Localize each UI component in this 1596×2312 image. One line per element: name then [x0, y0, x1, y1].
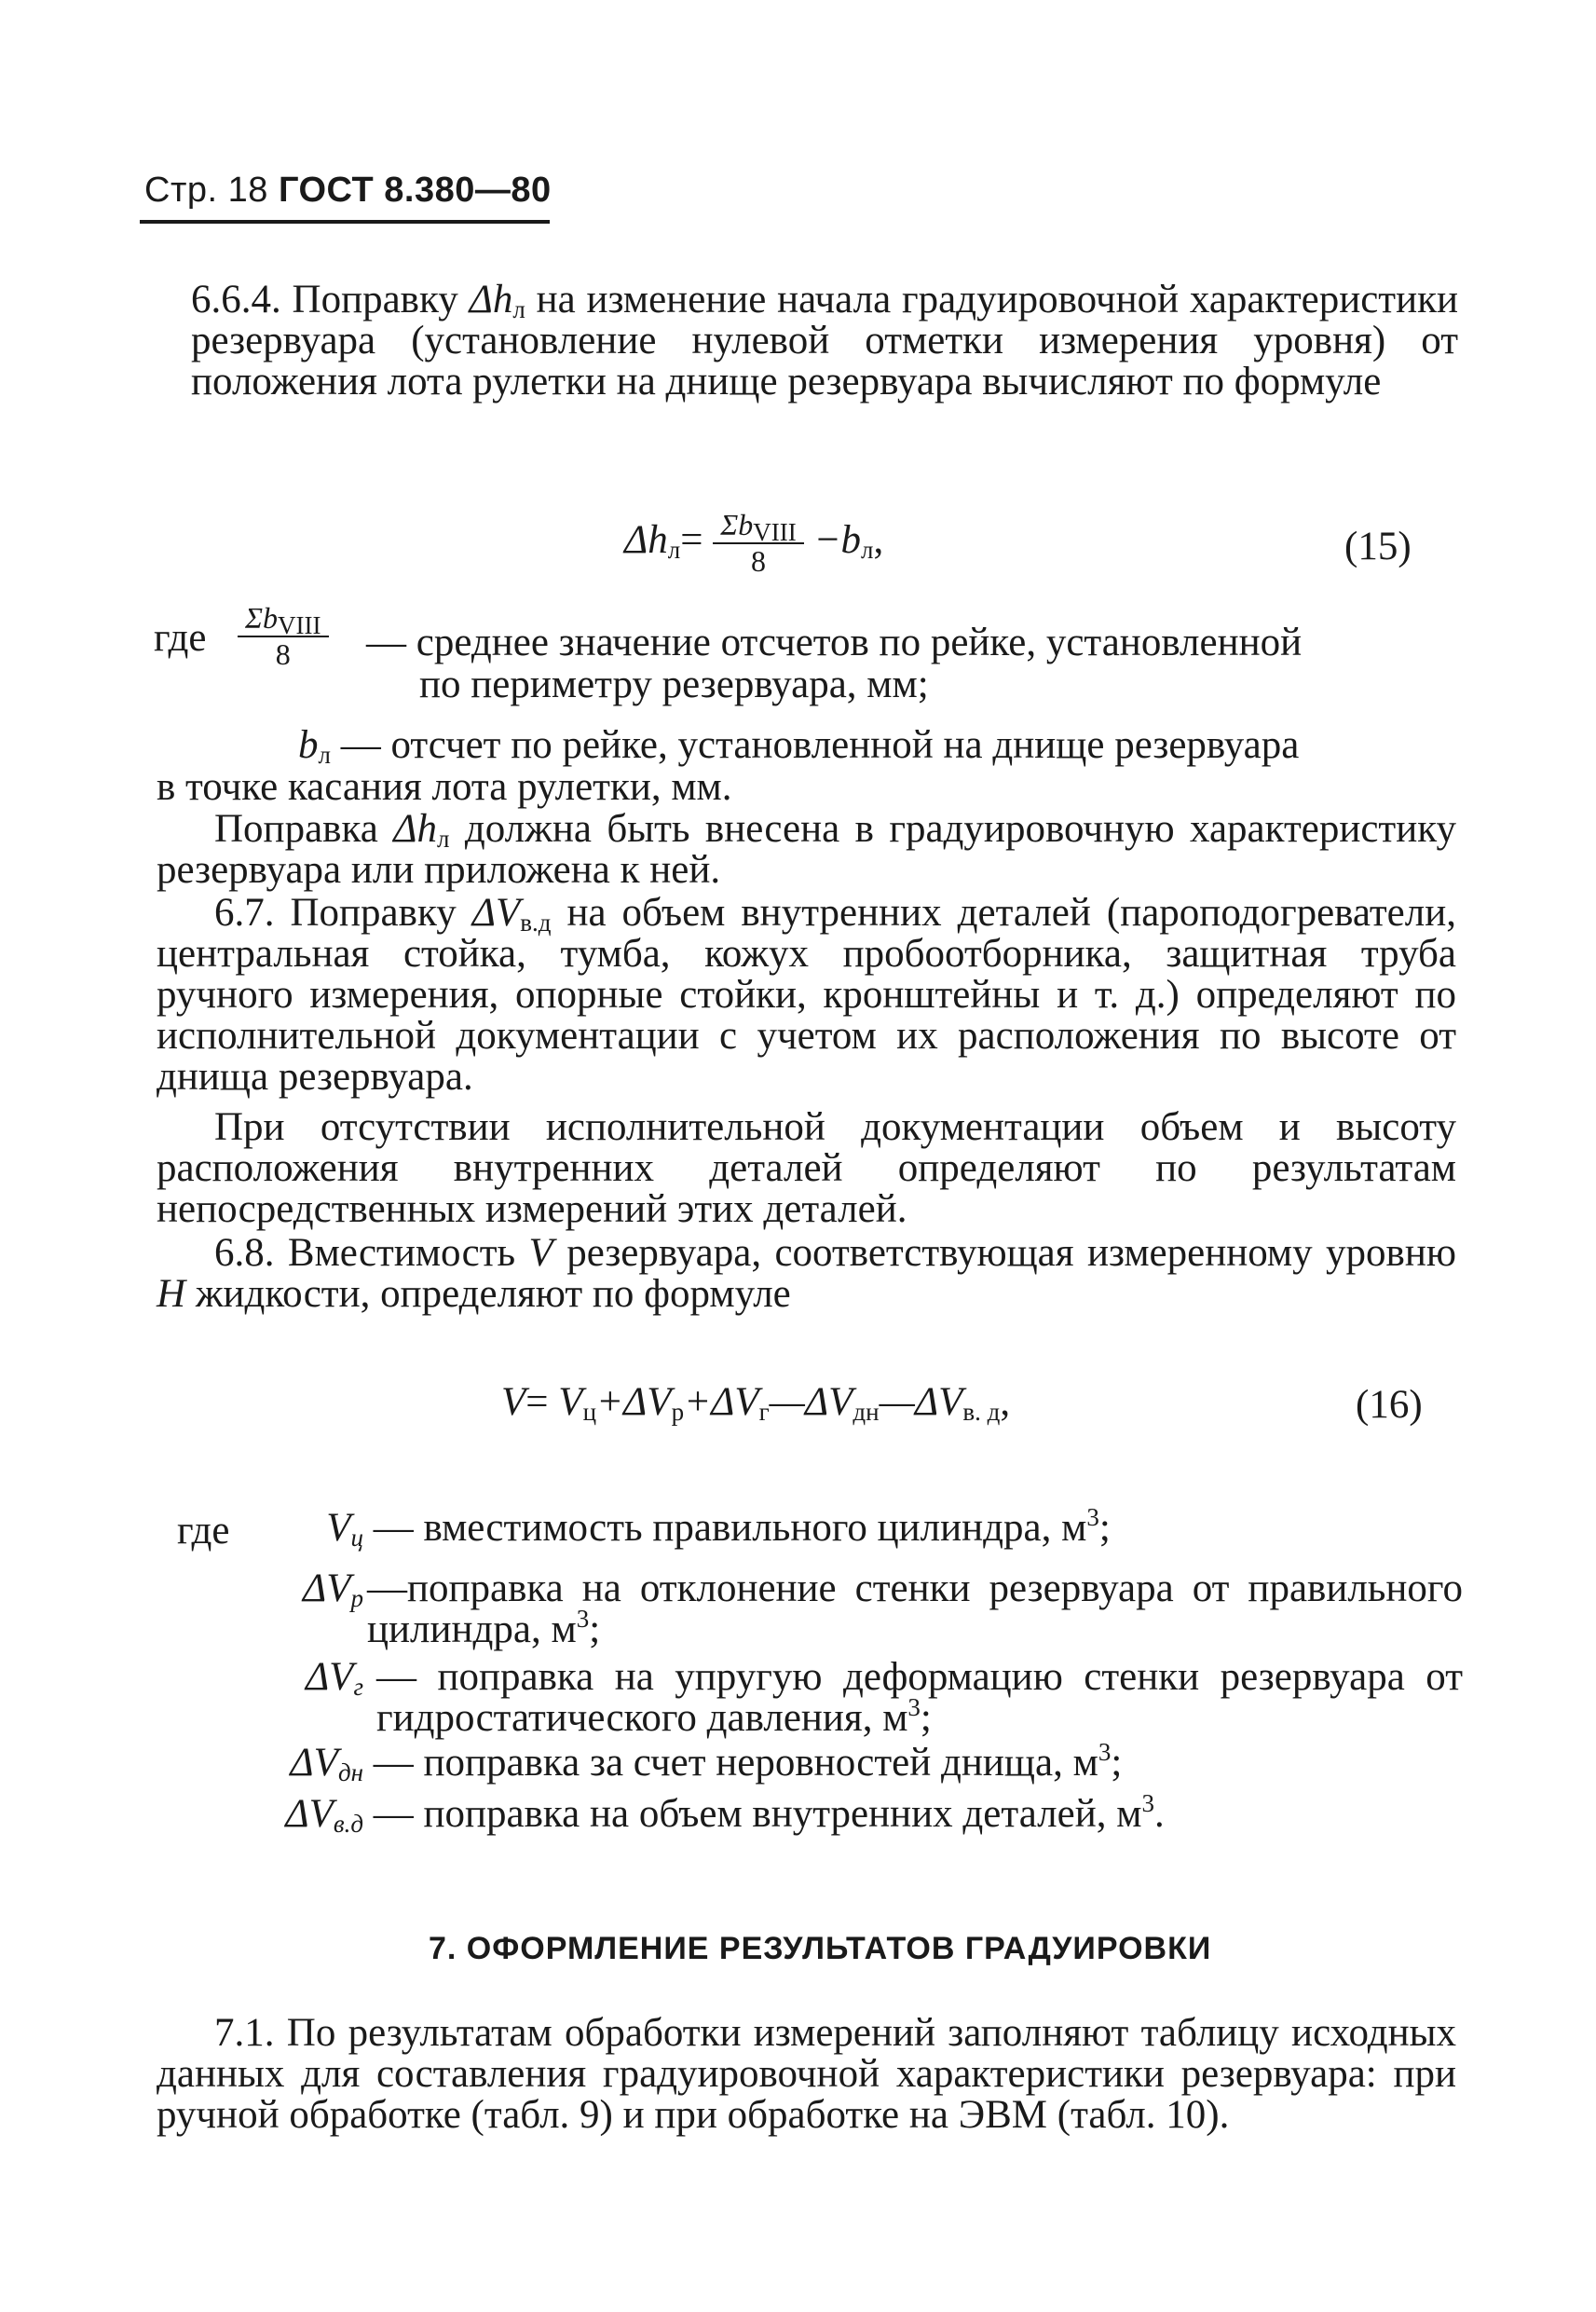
where-def-15a: — среднее значение отсчетов по рейке, установленной	[366, 621, 1303, 664]
paragraph-6-6-4: 6.6.4. Поправку $\Delta h_л$ на изменение начала градуировочной характеристики резервуара (установление нулевой отметки измерения уровня) от положения лота рулетки на днище резервуара вычисляют по формуле	[191, 278, 1459, 404]
where-item-vg: $\Delta V_г$ — поправка на упругую деформацию стенки резервуара от гидростатического давления, $м^3$;	[305, 1655, 1463, 1740]
formula-15-number: (15)	[1344, 525, 1412, 568]
page-number: Стр. 18	[144, 171, 268, 210]
where-def-15a-cont: по периметру резервуара, мм;	[419, 663, 929, 706]
where-def-15b: $b_л$ — отсчет по рейке, установленной на днище резервуара	[298, 723, 1300, 769]
where-item-vvd: $\Delta V_{в.д}$ — поправка на объем внутренних деталей, $м^3$.	[285, 1789, 1165, 1838]
paragraph-6-8: 6.8. Вместимость V резервуара, соответствующая измеренному уровню H жидкости, определяют по формуле	[157, 1231, 1456, 1316]
header-rule	[140, 220, 550, 224]
formula-16-number: (16)	[1356, 1383, 1423, 1427]
page-header	[144, 171, 552, 211]
where-label-15: где	[154, 616, 207, 660]
paragraph-7-1: 7.1. По результатам обработки измерений заполняют таблицу исходных данных для составления градуировочной характеристики резервуара: при ручной обработке (табл. 9) и при обработке на ЭВМ (табл. 10).	[157, 2011, 1456, 2137]
paragraph-correction: Поправка $\Delta h_л$ должна быть внесена в градуировочную характеристику резервуара или приложена к ней.	[157, 807, 1457, 892]
where-item-vr: $\Delta V_р$ —поправка на отклонение стенки резервуара от правильного цилиндра, $м^3$;	[302, 1566, 1463, 1651]
where-label-16: где	[177, 1509, 230, 1553]
section-7-heading: 7. ОФОРМЛЕНИЕ РЕЗУЛЬТАТОВ ГРАДУИРОВКИ	[429, 1931, 1212, 1966]
paragraph-absence: При отсутствии исполнительной документации объем и высоту расположения внутренних деталей определяют по результатам непосредственных измерений этих деталей.	[157, 1105, 1456, 1231]
formula-15-fraction: $\frac{\Sigma b_{VIII}}{8}$	[713, 508, 804, 579]
where-item-vdn: $\Delta V_{дн}$ — поправка за счет неровностей днища, $м^3$;	[290, 1738, 1123, 1786]
formula-16: $V= V_ц+\Delta V_р+\Delta V_г—\Delta V_{дн}—\Delta V_{в. д}$,	[501, 1380, 1011, 1426]
standard-number: ГОСТ 8.380—80	[278, 171, 552, 210]
formula-15: $\Delta h_л=$ $\frac{\Sigma b_{VIII}}{8}$ $-b_л$,	[624, 508, 884, 578]
where-fraction-15: $\frac{\Sigma b_{VIII}}{8}$	[238, 601, 329, 672]
paragraph-6-7: 6.7. Поправку $\Delta V_{в.д}$ на объем внутренних деталей (пароподогреватели, центральная стойка, тумба, кожух пробоотборника, защитная труба ручного измерения, опорные стойки, кронштейны и т. д.) определяют по исполнительной документации с учетом их расположения по высоте от днища резервуара.	[157, 891, 1456, 1099]
where-def-15b-cont: в точке касания лота рулетки, мм.	[157, 765, 732, 809]
where-item-vc: $V_ц$ — вместимость правильного цилиндра, $м^3$;	[326, 1503, 1111, 1552]
